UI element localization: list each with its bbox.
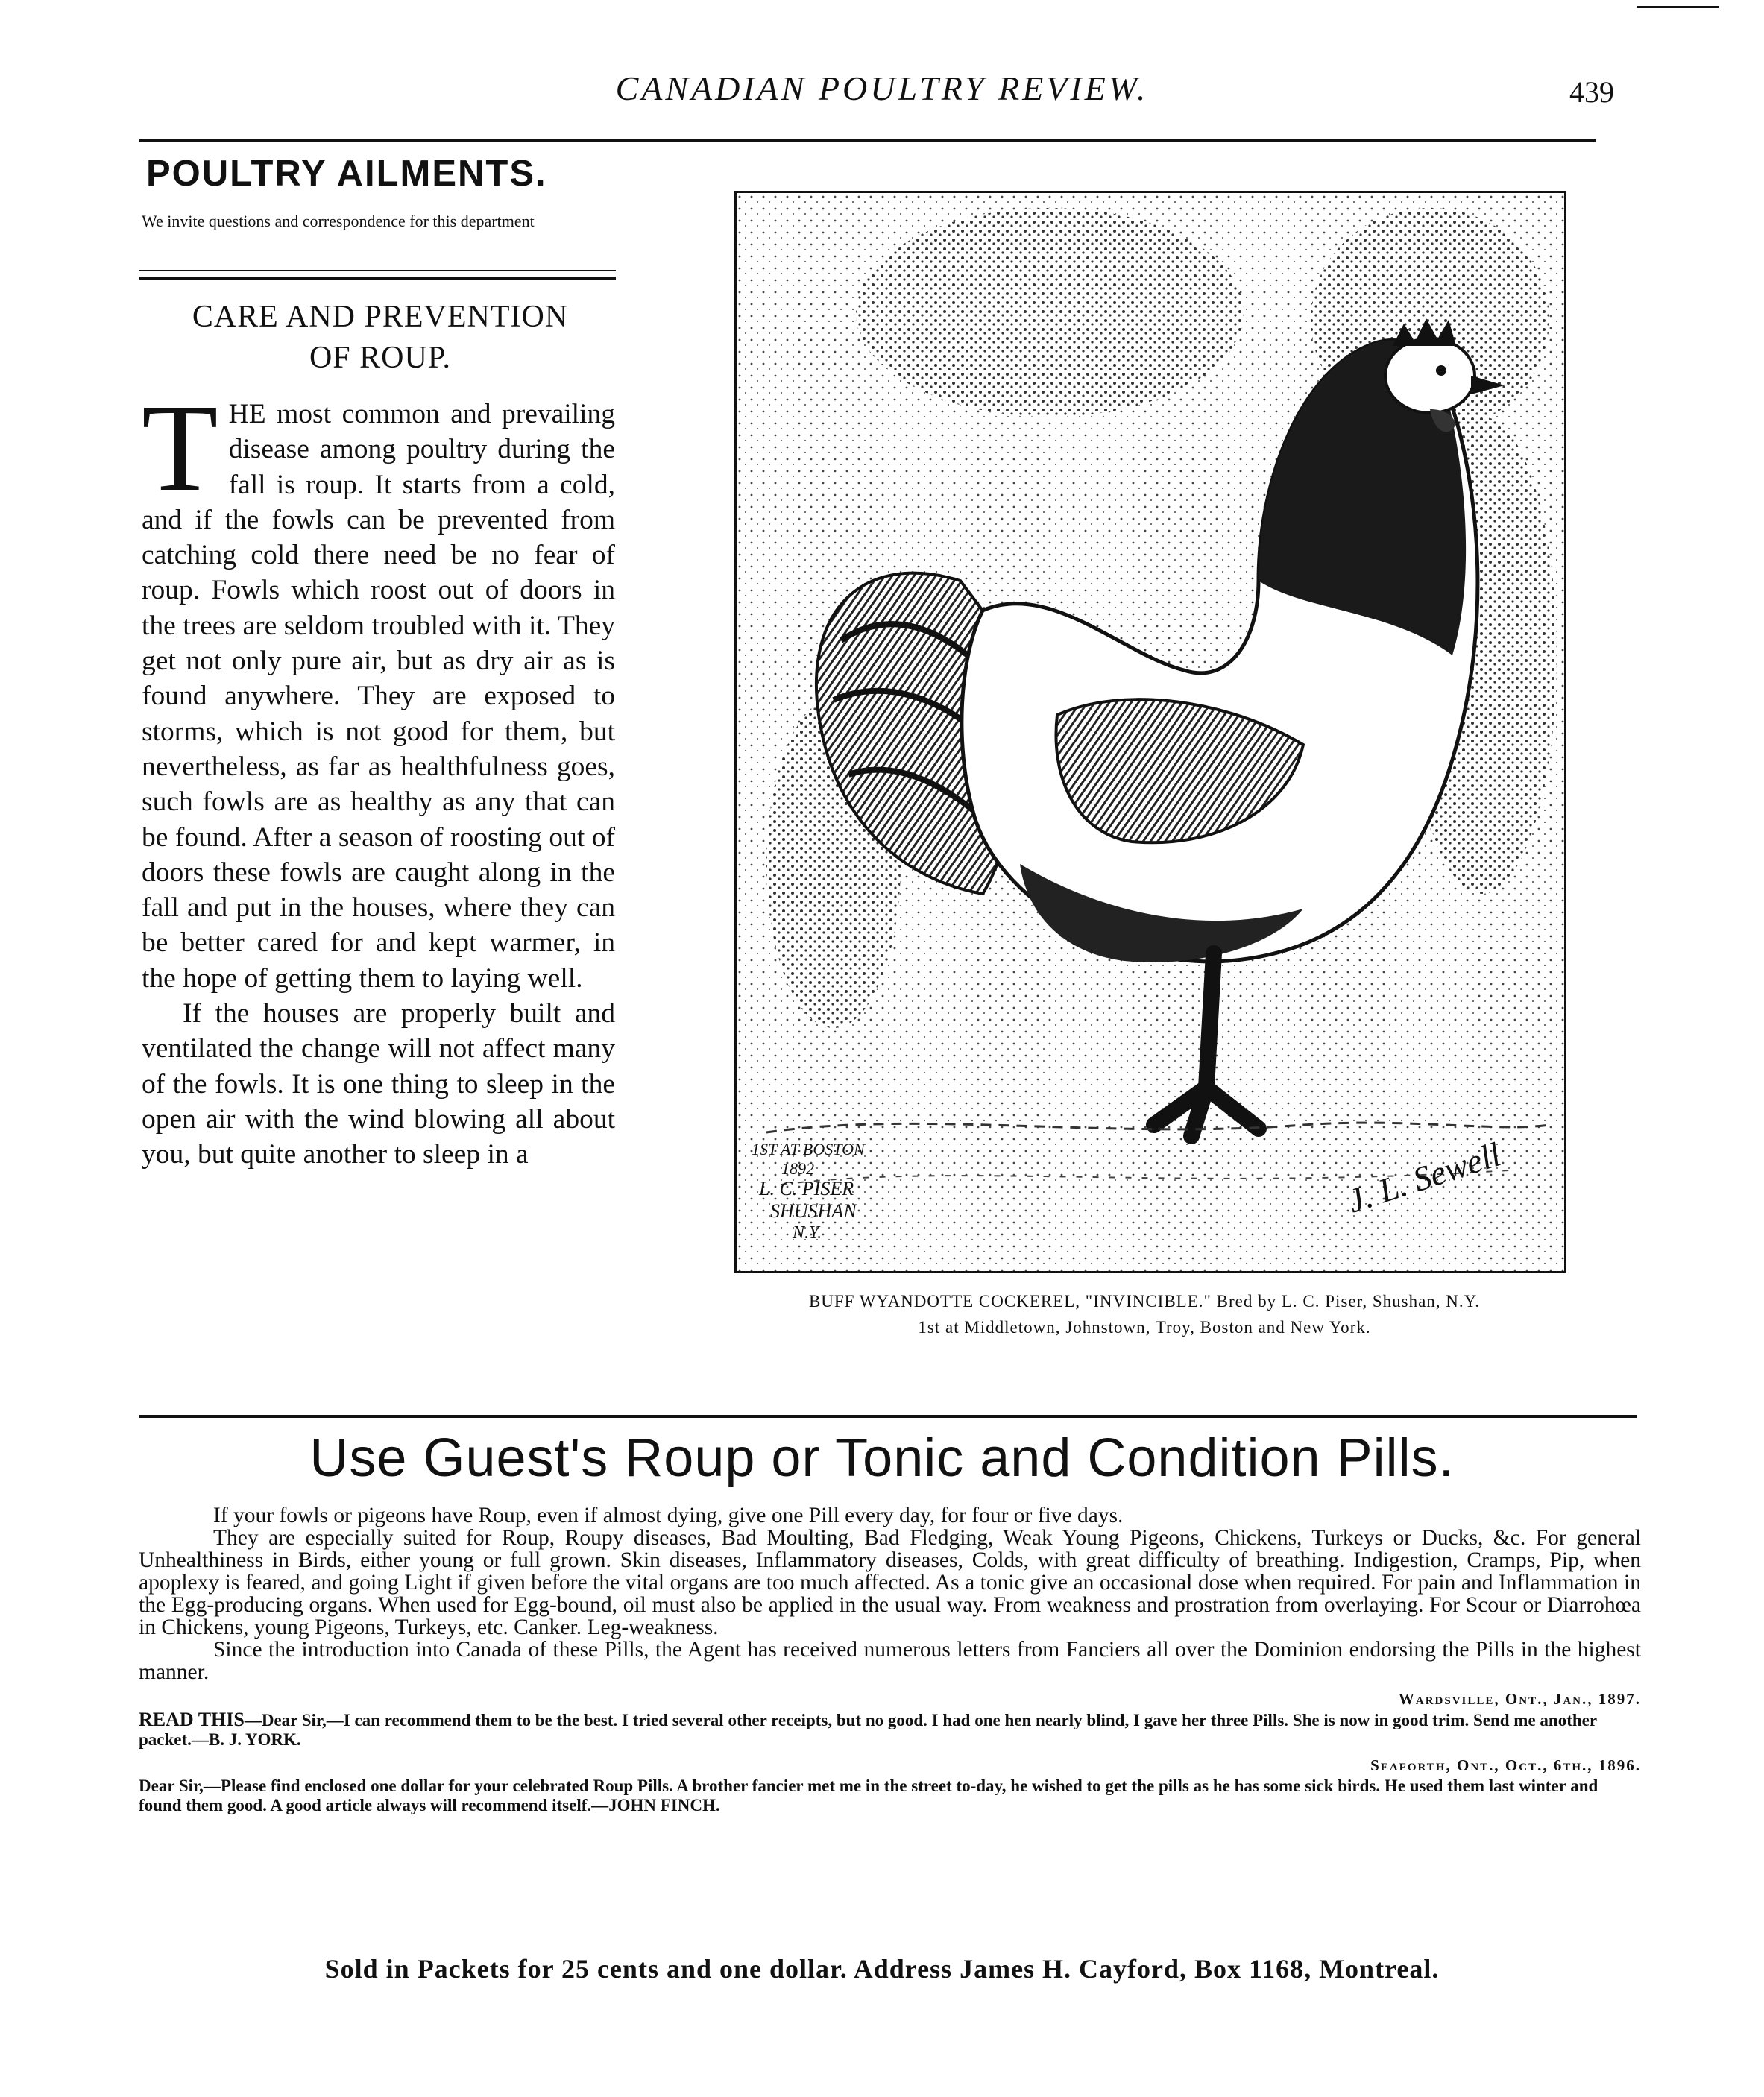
testimonial-1-place-date: Wardsville, Ont., Jan., 1897. bbox=[1398, 1690, 1641, 1708]
ad-headline: Use Guest's Roup or Tonic and Condition Pills. bbox=[309, 1428, 1455, 1488]
testimonial-2-body: Dear Sir,—Please find enclosed one dollar for your celebrated Roup Pills. A brother fancier met me in the street to-day, he wished to get the pills as he has some sick birds. He used them last winter and found them good. A good article always will recommend itself.—JOHN FINCH. bbox=[139, 1776, 1598, 1814]
illustration-caption-line2: 1st at Middletown, Johnstown, Troy, Boston and New York. bbox=[918, 1318, 1371, 1337]
signature-line-1: 1ST AT BOSTON bbox=[752, 1140, 865, 1158]
section-note: We invite questions and correspondence for this department bbox=[142, 212, 535, 230]
drop-cap: T bbox=[142, 379, 218, 517]
rooster-illustration bbox=[734, 191, 1566, 1273]
sold-in-packets-line: Sold in Packets for 25 cents and one dollar. Address James H. Cayford, Box 1168, Montreal. bbox=[324, 1954, 1440, 1984]
article-heading bbox=[142, 297, 619, 379]
article-heading-line2: OF ROUP. bbox=[309, 341, 452, 375]
signature-line-5: N.Y. bbox=[793, 1223, 822, 1243]
ad-paragraph-1: If your fowls or pigeons have Roup, even if almost dying, give one Pill every day, for four or five days. bbox=[213, 1504, 1124, 1527]
testimonial-1-lead: READ THIS bbox=[139, 1709, 245, 1730]
header-rule bbox=[139, 139, 1596, 142]
article-paragraph-1-text: HE most common and prevailing disease among poultry during the fall is roup. It starts from a cold, and if the fowls can be prevented from catching cold there need be no fear of roup. Fowls which roost out of doors in the trees are seldom troubled with it. They get not only pure air, but as dry air as is found anywhere. They are exposed to storms, which is not good for them, but nevertheless, as far as healthfulness goes, such fowls are as healthy as any that can be found. After a season of roosting out of doors these fowls are caught along in the fall and put in the houses, where they can be better cared for and kept warmer, in the hope of getting them to laying well. bbox=[142, 399, 615, 994]
testimonial-2-place-date: Seaforth, Ont., Oct., 6th., 1896. bbox=[1370, 1756, 1641, 1774]
illustration-caption-line1: BUFF WYANDOTTE COCKEREL, "INVINCIBLE." Bred by L. C. Piser, Shushan, N.Y. bbox=[808, 1292, 1481, 1311]
article-paragraph-1 bbox=[142, 379, 615, 996]
section-rule-bottom bbox=[139, 277, 616, 280]
ad-paragraph-3: Since the introduction into Canada of these Pills, the Agent has received numerous letters from Fanciers all over the Dominion endorsing the Pills in the highest manner. bbox=[139, 1638, 1641, 1684]
testimonial-1-body: —Dear Sir,—I can recommend them to be the best. I tried several other receipts, but no good. I had one hen nearly blind, I gave her three Pills. She is now in good trim. Send me another packet.—B. J. YORK. bbox=[139, 1711, 1597, 1749]
artist-signature: J. L. Sewell bbox=[1343, 1135, 1505, 1220]
running-title: CANADIAN POULTRY REVIEW. bbox=[615, 69, 1149, 107]
ad-copy bbox=[139, 1504, 1641, 1815]
section-rule-top bbox=[139, 270, 616, 271]
article-body bbox=[142, 379, 615, 1173]
section-title: POULTRY AILMENTS. bbox=[146, 154, 547, 194]
signature-line-3: L. C. PISER bbox=[759, 1178, 854, 1199]
article-heading-line1: CARE AND PREVENTION bbox=[192, 300, 569, 334]
corner-rule bbox=[1637, 6, 1719, 8]
advertisement-rule bbox=[139, 1415, 1637, 1418]
signature-line-4: SHUSHAN bbox=[770, 1200, 857, 1222]
page-number: 439 bbox=[1569, 75, 1614, 109]
signature-line-2: 1892 bbox=[781, 1159, 814, 1178]
testimonial-1 bbox=[139, 1710, 1641, 1750]
article-paragraph-2: If the houses are properly built and ventilated the change will not affect many of the fowls. It is one thing to sleep in the open air with the wind blowing all about you, but quite another to sleep in a bbox=[142, 998, 615, 1170]
rooster-engraving bbox=[737, 193, 1564, 1271]
ad-paragraph-2: They are especially suited for Roup, Roupy diseases, Bad Moulting, Bad Fledging, Weak Young Pigeons, Chickens, Turkeys or Ducks, &c. For general Unhealthiness in Birds, either young or full grown. Skin diseases, Inflammatory diseases, Colds, with great difficulty of breathing. Indigestion, Cramps, Pip, when apoplexy is feared, and going Light if given before the vital organs are too much affected. As a tonic give an occasional dose when required. For pain and Inflammation in the Egg-producing organs. When used for Egg-bound, oil must also be applied in the usual way. From weakness and prostration from overlaying. For Scour or Diarrohœa in Chickens, young Pigeons, Turkeys, etc. Canker. Leg-weakness. bbox=[139, 1526, 1641, 1639]
